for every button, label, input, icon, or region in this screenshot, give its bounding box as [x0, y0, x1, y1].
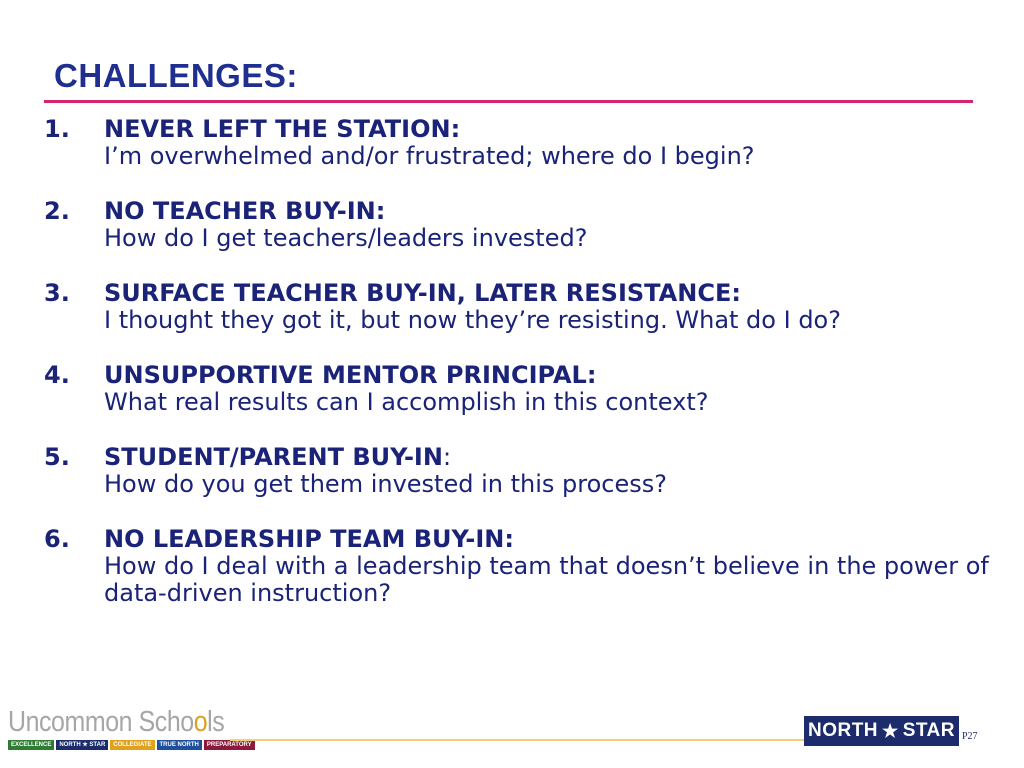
badge-excellence: EXCELLENCE [8, 740, 54, 750]
item-number: 5. [44, 443, 70, 471]
network-badges [8, 740, 255, 750]
uncommon-schools-logo [8, 706, 260, 748]
challenges-list [44, 115, 1019, 634]
item-heading: NO LEADERSHIP TEAM BUY-IN: [104, 525, 514, 553]
item-number: 6. [44, 525, 70, 553]
footer-divider [230, 739, 805, 741]
item-question: I’m overwhelmed and/or frustrated; where do I begin? [104, 142, 755, 170]
list-item [44, 443, 1019, 498]
brand-right: STAR [902, 720, 955, 741]
list-item [44, 197, 1019, 252]
item-question: How do I deal with a leadership team that doesn’t believe in the power of data-driven instruction? [104, 552, 989, 607]
star-icon: ★ [882, 720, 899, 741]
item-number: 3. [44, 279, 70, 307]
page-number: P27 [962, 731, 978, 742]
item-question: How do you get them invested in this process? [104, 470, 667, 498]
item-heading: SURFACE TEACHER BUY-IN, LATER RESISTANCE: [104, 279, 741, 307]
brand-left: NORTH [807, 720, 879, 741]
list-item [44, 115, 1019, 170]
list-item [44, 525, 1019, 607]
title-divider [44, 100, 973, 103]
north-star-logo [804, 716, 959, 746]
logo-wordmark: Uncommon Schools [8, 706, 225, 738]
item-number: 4. [44, 361, 70, 389]
slide-title: CHALLENGES: [54, 57, 298, 94]
item-number: 2. [44, 197, 70, 225]
badge-true-north: TRUE NORTH [157, 740, 202, 750]
item-heading: UNSUPPORTIVE MENTOR PRINCIPAL: [104, 361, 597, 389]
list-item [44, 279, 1019, 334]
badge-preparatory: PREPARATORY [204, 740, 255, 750]
list-item [44, 361, 1019, 416]
badge-collegiate: COLLEGIATE [110, 740, 154, 750]
item-heading: STUDENT/PARENT BUY-IN: [104, 443, 452, 471]
item-question: How do I get teachers/leaders invested? [104, 224, 588, 252]
item-question: I thought they got it, but now they’re resisting. What do I do? [104, 306, 841, 334]
item-question: What real results can I accomplish in this context? [104, 388, 709, 416]
badge-north-star: NORTH ★ STAR [56, 740, 108, 750]
item-number: 1. [44, 115, 70, 143]
item-heading: NEVER LEFT THE STATION: [104, 115, 461, 143]
item-heading: NO TEACHER BUY-IN: [104, 197, 386, 225]
